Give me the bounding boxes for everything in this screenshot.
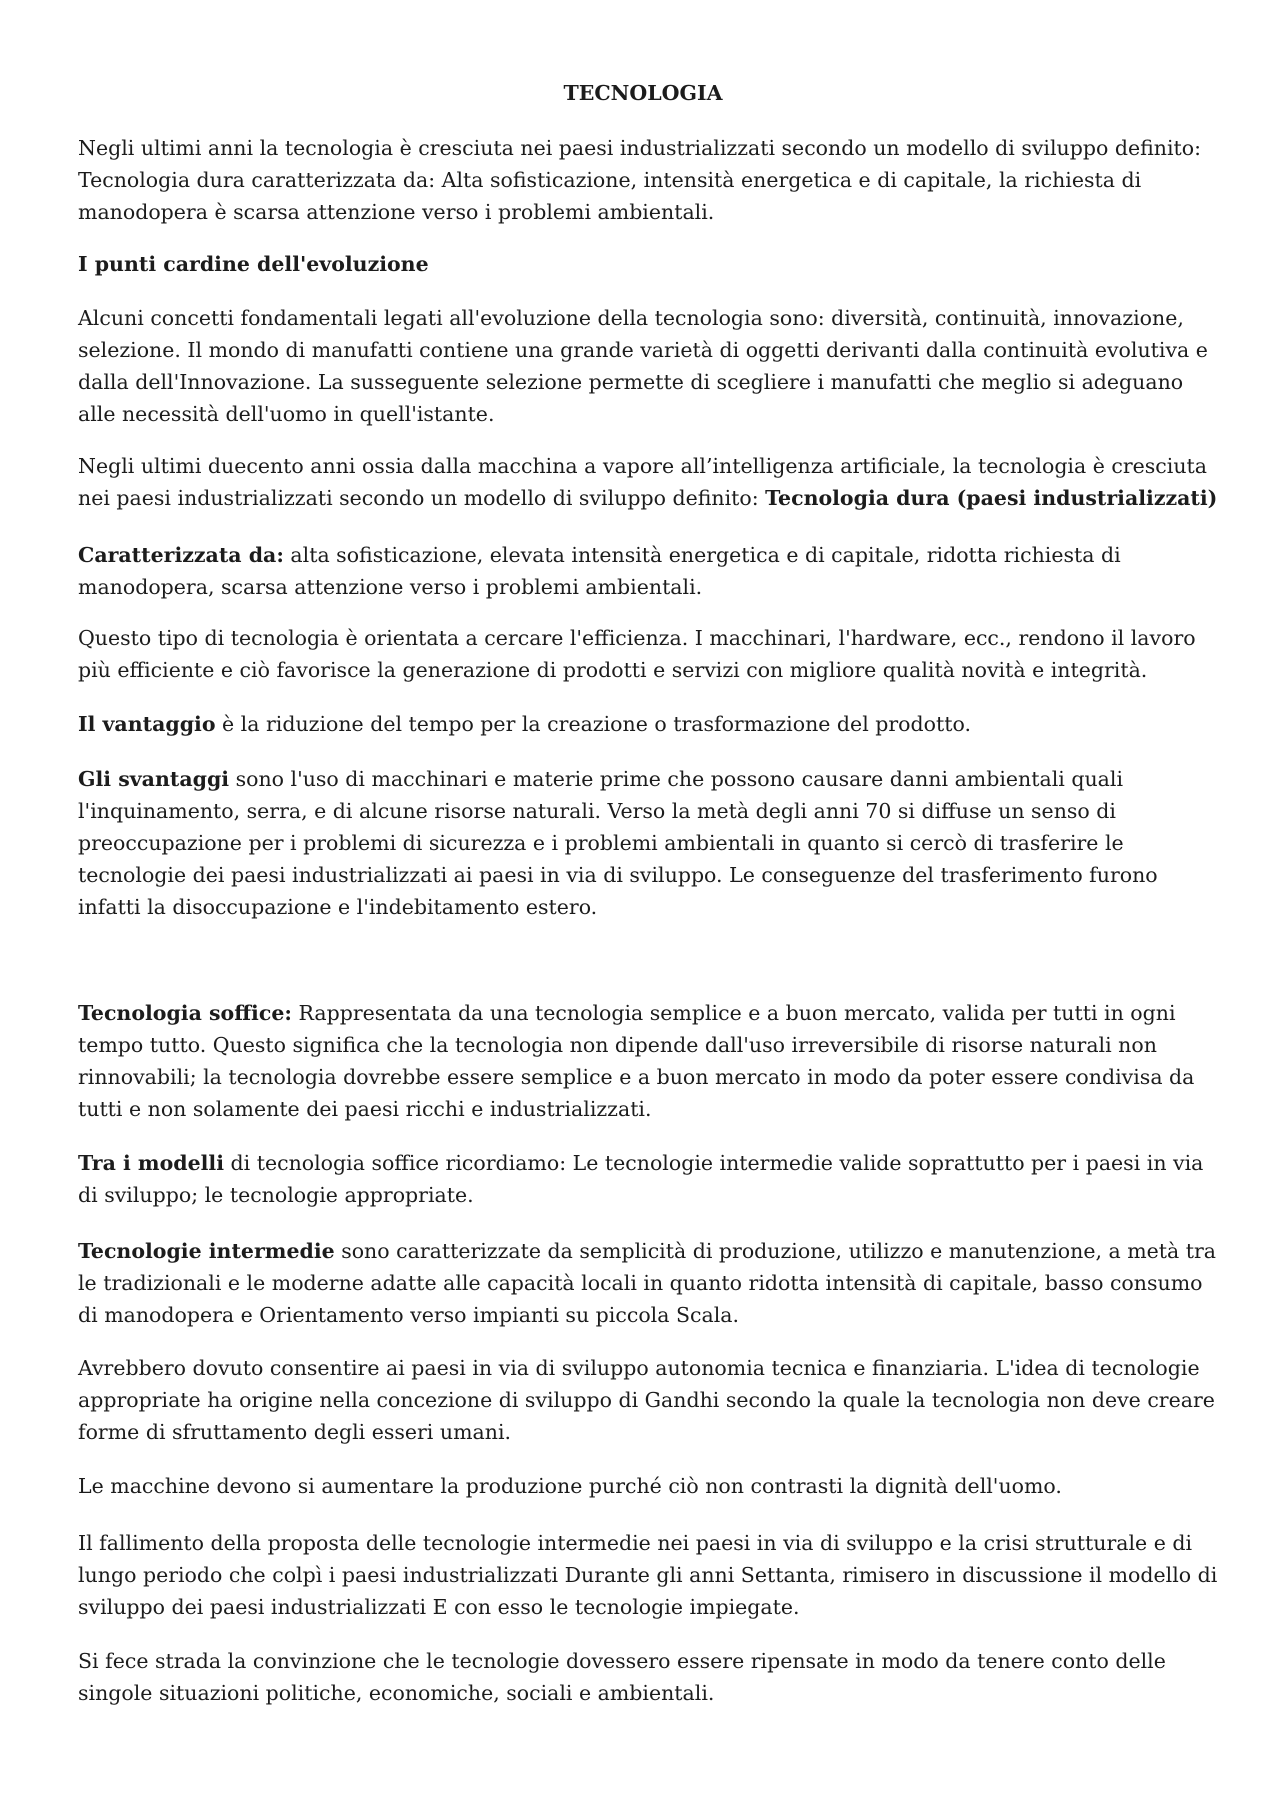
paragraph-intro: Negli ultimi anni la tecnologia è cresciuta nei paesi industrializzati secondo un modello di sviluppo definito: Tecnologia dura caratterizzata da: Alta sofisticazione, intensità energetica e di capitale, la richiesta di manodopera è scarsa attenzione verso i problemi ambientali. xyxy=(78,136,1202,224)
paragraph-soft-tech: Tecnologia soffice: Rappresentata da una tecnologia semplice e a buon mercato, valida per tutti in ogni tempo tutto. Questo significa che la tecnologia non dipende dall'uso irreversibile di risorse naturali non rinnovabili; la tecnologia dovrebbe essere semplice e a buon mercato in modo da poter essere condivisa da tutti e non solamente dei paesi ricchi e industrializzati. xyxy=(78,1001,1195,1121)
section-heading: I punti cardine dell'evoluzione xyxy=(78,252,429,276)
paragraph-hard-tech: Negli ultimi duecento anni ossia dalla macchina a vapore all’intelligenza artificiale, la tecnologia è cresciuta nei paesi industrializzati secondo un modello di sviluppo definito: Tecnologia dura (paesi industrializzati) xyxy=(78,454,1218,510)
page-title: TECNOLOGIA xyxy=(563,81,723,105)
paragraph-efficiency: Questo tipo di tecnologia è orientata a cercare l'efficienza. I macchinari, l'hardware, ecc., rendono il lavoro più efficiente e ciò favorisce la generazione di prodotti e servizi con migliore qualità novità e integrità. xyxy=(78,626,1196,682)
paragraph-machines: Le macchine devono si aumentare la produzione purché ciò non contrasti la dignità dell'uomo. xyxy=(78,1474,1062,1498)
paragraph-conclusion: Si fece strada la convinzione che le tecnologie dovessero essere ripensate in modo da tenere conto delle singole situazioni politiche, economiche, sociali e ambientali. xyxy=(78,1649,1166,1705)
paragraph-gandhi: Avrebbero dovuto consentire ai paesi in via di sviluppo autonomia tecnica e finanziaria. L'idea di tecnologie appropriate ha origine nella concezione di sviluppo di Gandhi secondo la quale la tecnologia non deve creare forme di sfruttamento degli esseri umani. xyxy=(78,1356,1215,1444)
paragraph-concepts: Alcuni concetti fondamentali legati all'evoluzione della tecnologia sono: diversità, continuità, innovazione, selezione. Il mondo di manufatti contiene una grande varietà di oggetti derivanti dalla continuità evolutiva e dalla dell'Innovazione. La susseguente selezione permette di scegliere i manufatti che meglio si adeguano alle necessità dell'uomo in quell'istante. xyxy=(78,306,1208,426)
paragraph-disadvantages: Gli svantaggi sono l'uso di macchinari e materie prime che possono causare danni ambientali quali l'inquinamento, serra, e di alcune risorse naturali. Verso la metà degli anni 70 si diffuse un senso di preoccupazione per i problemi di sicurezza e i problemi ambientali in quanto si cercò di trasferire le tecnologie dei paesi industrializzati ai paesi in via di sviluppo. Le conseguenze del trasferimento furono infatti la disoccupazione e l'indebitamento estero. xyxy=(78,767,1158,919)
paragraph-intermediate: Tecnologie intermedie sono caratterizzate da semplicità di produzione, utilizzo e manutenzione, a metà tra le tradizionali e le moderne adatte alle capacità locali in quanto ridotta intensità di capitale, basso consumo di manodopera e Orientamento verso impianti su piccola Scala. xyxy=(78,1239,1217,1327)
paragraph-characteristics: Caratterizzata da: alta sofisticazione, elevata intensità energetica e di capitale, ridotta richiesta di manodopera, scarsa attenzione verso i problemi ambientali. xyxy=(78,543,1121,599)
paragraph-models: Tra i modelli di tecnologia soffice ricordiamo: Le tecnologie intermedie valide soprattutto per i paesi in via di sviluppo; le tecnologie appropriate. xyxy=(78,1151,1204,1207)
paragraph-advantage: Il vantaggio è la riduzione del tempo per la creazione o trasformazione del prodotto. xyxy=(78,712,971,736)
paragraph-failure: Il fallimento della proposta delle tecnologie intermedie nei paesi in via di sviluppo e la crisi strutturale e di lungo periodo che colpì i paesi industrializzati Durante gli anni Settanta, rimisero in discussione il modello di sviluppo dei paesi industrializzati E con esso le tecnologie impiegate. xyxy=(78,1531,1218,1619)
